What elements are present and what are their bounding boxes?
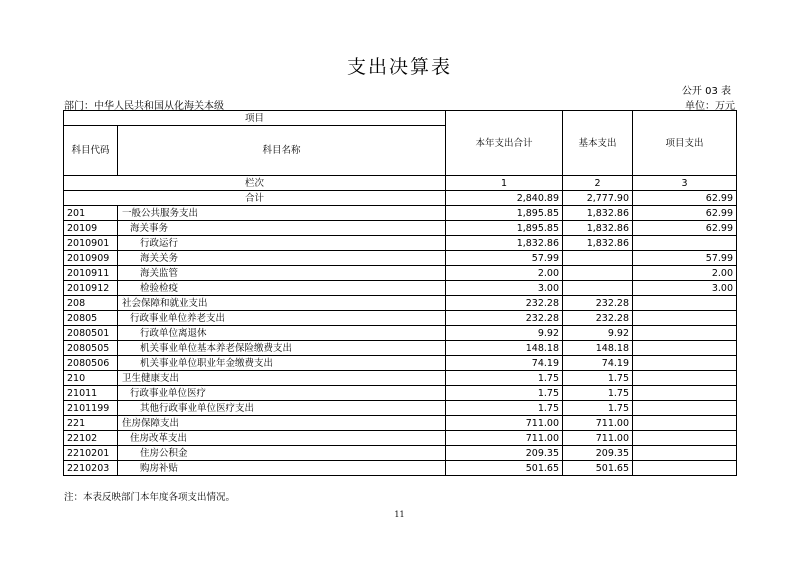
row-col2: 1.75 (563, 386, 633, 401)
table-row (64, 236, 737, 251)
row-code: 20109 (64, 221, 118, 236)
table-row (64, 341, 737, 356)
row-col3 (633, 236, 737, 251)
footnote: 注：本表反映部门本年度各项支出情况。 (64, 492, 236, 503)
row-col1: 74.19 (446, 356, 563, 371)
row-col3: 57.99 (633, 251, 737, 266)
row-col2: 232.28 (563, 296, 633, 311)
row-col2: 148.18 (563, 341, 633, 356)
table-row (64, 311, 737, 326)
row-col1: 209.35 (446, 446, 563, 461)
row-col2: 74.19 (563, 356, 633, 371)
row-col2: 711.00 (563, 431, 633, 446)
header-col1: 本年支出合计 (446, 111, 563, 176)
row-col1: 1.75 (446, 371, 563, 386)
row-name: 住房保障支出 (118, 416, 446, 431)
table-row (64, 446, 737, 461)
total-row (64, 191, 737, 206)
row-col3 (633, 401, 737, 416)
row-code: 2210201 (64, 446, 118, 461)
row-col2: 1.75 (563, 371, 633, 386)
row-col2: 1,832.86 (563, 206, 633, 221)
lanci-row (64, 176, 737, 191)
row-code: 20805 (64, 311, 118, 326)
row-name: 其他行政事业单位医疗支出 (118, 401, 446, 416)
row-code: 208 (64, 296, 118, 311)
row-col1: 711.00 (446, 416, 563, 431)
row-col3 (633, 341, 737, 356)
row-col2: 1,832.86 (563, 221, 633, 236)
lanci-3: 3 (633, 176, 737, 191)
row-col1: 1.75 (446, 401, 563, 416)
row-name: 行政事业单位医疗 (118, 386, 446, 401)
row-name: 机关事业单位基本养老保险缴费支出 (118, 341, 446, 356)
header-col2: 基本支出 (563, 111, 633, 176)
header-col3: 项目支出 (633, 111, 737, 176)
row-name: 社会保障和就业支出 (118, 296, 446, 311)
table-row (64, 266, 737, 281)
table-row (64, 401, 737, 416)
total-col2: 2,777.90 (563, 191, 633, 206)
row-code: 2080505 (64, 341, 118, 356)
row-col2 (563, 266, 633, 281)
row-col1: 148.18 (446, 341, 563, 356)
lanci-label: 栏次 (64, 176, 446, 191)
row-code: 2210203 (64, 461, 118, 476)
table-row (64, 371, 737, 386)
row-col1: 57.99 (446, 251, 563, 266)
row-col1: 711.00 (446, 431, 563, 446)
row-name: 行政事业单位养老支出 (118, 311, 446, 326)
row-col3: 62.99 (633, 206, 737, 221)
total-col3: 62.99 (633, 191, 737, 206)
row-code: 2010912 (64, 281, 118, 296)
row-name: 住房公积金 (118, 446, 446, 461)
row-name: 海关事务 (118, 221, 446, 236)
row-col2: 9.92 (563, 326, 633, 341)
row-code: 201 (64, 206, 118, 221)
lanci-1: 1 (446, 176, 563, 191)
row-name: 行政单位离退休 (118, 326, 446, 341)
row-col3: 62.99 (633, 221, 737, 236)
row-code: 21011 (64, 386, 118, 401)
total-label: 合计 (64, 191, 446, 206)
row-col2: 209.35 (563, 446, 633, 461)
row-col1: 1,895.85 (446, 221, 563, 236)
row-name: 住房改革支出 (118, 431, 446, 446)
row-name: 海关监管 (118, 266, 446, 281)
page-number: 11 (394, 510, 405, 519)
row-col3 (633, 326, 737, 341)
total-col1: 2,840.89 (446, 191, 563, 206)
row-col1: 2.00 (446, 266, 563, 281)
header-item: 项目 (64, 111, 446, 126)
row-col1: 3.00 (446, 281, 563, 296)
row-col2: 232.28 (563, 311, 633, 326)
row-name: 海关关务 (118, 251, 446, 266)
row-col1: 1.75 (446, 386, 563, 401)
row-name: 机关事业单位职业年金缴费支出 (118, 356, 446, 371)
row-col2: 1,832.86 (563, 236, 633, 251)
row-code: 210 (64, 371, 118, 386)
row-col3 (633, 386, 737, 401)
unit-label: 单位：万元 (685, 101, 735, 112)
table-row (64, 431, 737, 446)
row-col1: 232.28 (446, 311, 563, 326)
row-name: 行政运行 (118, 236, 446, 251)
table-body (64, 111, 737, 476)
table-row (64, 221, 737, 236)
page-title: 支出决算表 (346, 56, 452, 78)
document-number: 公开 03 表 (681, 86, 731, 97)
row-col2 (563, 281, 633, 296)
row-col1: 9.92 (446, 326, 563, 341)
row-col3 (633, 311, 737, 326)
row-col3 (633, 446, 737, 461)
row-col2: 1.75 (563, 401, 633, 416)
row-col3 (633, 416, 737, 431)
row-code: 221 (64, 416, 118, 431)
table-row (64, 386, 737, 401)
row-col1: 501.65 (446, 461, 563, 476)
row-code: 2101199 (64, 401, 118, 416)
header-row-item (64, 111, 737, 126)
row-col2: 501.65 (563, 461, 633, 476)
row-name: 购房补贴 (118, 461, 446, 476)
row-name: 一般公共服务支出 (118, 206, 446, 221)
expenditure-table (63, 110, 737, 476)
row-col1: 232.28 (446, 296, 563, 311)
lanci-2: 2 (563, 176, 633, 191)
table-row (64, 461, 737, 476)
row-code: 2080506 (64, 356, 118, 371)
row-col2 (563, 251, 633, 266)
row-col1: 1,832.86 (446, 236, 563, 251)
row-col3 (633, 296, 737, 311)
table-row (64, 416, 737, 431)
row-col2: 711.00 (563, 416, 633, 431)
table-row (64, 206, 737, 221)
row-code: 2010909 (64, 251, 118, 266)
row-name: 卫生健康支出 (118, 371, 446, 386)
table-row (64, 326, 737, 341)
table-row (64, 356, 737, 371)
table-row (64, 251, 737, 266)
row-name: 检验检疫 (118, 281, 446, 296)
header-code: 科目代码 (64, 126, 118, 176)
row-col1: 1,895.85 (446, 206, 563, 221)
row-code: 2080501 (64, 326, 118, 341)
row-col3: 2.00 (633, 266, 737, 281)
department-label: 部门：中华人民共和国从化海关本级 (64, 101, 224, 112)
row-col3 (633, 461, 737, 476)
row-code: 22102 (64, 431, 118, 446)
row-col3 (633, 356, 737, 371)
table-row (64, 281, 737, 296)
row-code: 2010901 (64, 236, 118, 251)
header-name: 科目名称 (118, 126, 446, 176)
row-col3 (633, 431, 737, 446)
row-col3: 3.00 (633, 281, 737, 296)
row-col3 (633, 371, 737, 386)
row-code: 2010911 (64, 266, 118, 281)
table-row (64, 296, 737, 311)
